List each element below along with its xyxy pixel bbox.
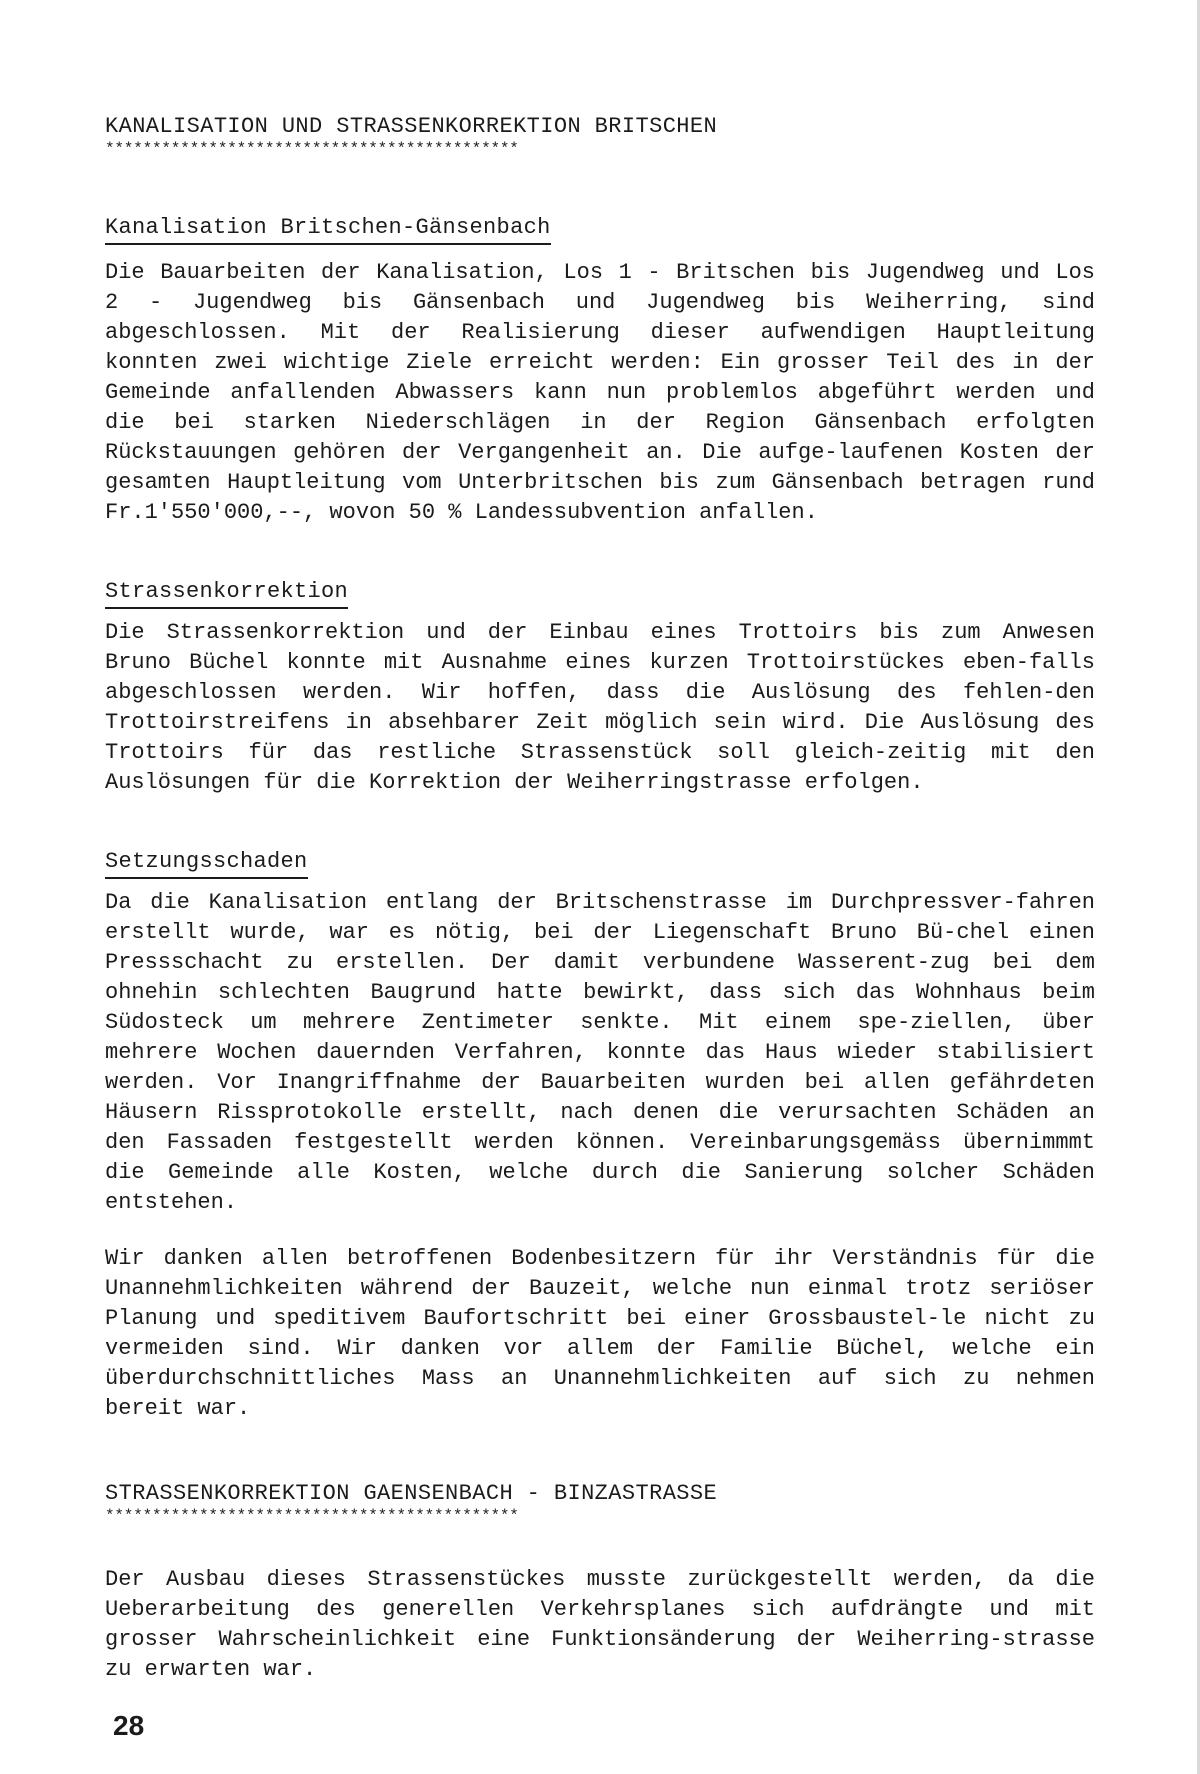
subsection-setzungsschaden	[105, 848, 1095, 879]
paragraph-dank	[105, 1244, 1095, 1424]
paragraph-kanalisation	[105, 258, 1095, 528]
paragraph-strassenkorrektion	[105, 618, 1095, 798]
page-number: 28	[113, 1710, 145, 1741]
section-heading-britschen	[105, 113, 1095, 157]
subsection-title: Kanalisation Britschen-Gänsenbach	[105, 214, 551, 245]
paragraph-text: Da die Kanalisation entlang der Britschenstrasse im Durchpressver-fahren erstellt wurde, war es nötig, bei der Liegenschaft Bruno Bü-chel einen Pressschacht zu erstellen. Der damit verbundene Wasserent-zug bei dem ohnehin schlechten Baugrund hatte bewirkt, dass sich das Wohnhaus beim Südosteck um mehrere Zentimeter senkte. Mit einem spe-ziellen, über mehrere Wochen dauernden Verfahren, konnte das Haus wieder stabilisiert werden. Vor Inangriffnahme der Bauarbeiten wurden bei allen gefährdeten Häusern Rissprotokolle erstellt, nach denen die verursachten Schäden an den Fassaden festgestellt werden können. Vereinbarungsgemäss übernimmmt die Gemeinde alle Kosten, welche durch die Sanierung solcher Schäden entstehen.	[105, 890, 1095, 1215]
subsection-strassenkorrektion	[105, 578, 1095, 609]
section-title: KANALISATION UND STRASSENKORREKTION BRITSCHEN	[105, 114, 718, 139]
paragraph-text: Die Bauarbeiten der Kanalisation, Los 1 - Britschen bis Jugendweg und Los 2 - Jugendweg bis Gänsenbach und Jugendweg bis Weiherring, sind abgeschlossen. Mit der Realisierung dieser aufwendigen Hauptleitung konnten zwei wichtige Ziele erreicht werden: Ein grosser Teil des in der Gemeinde anfallenden Abwassers kann nun problemlos abgeführt werden und die bei starken Niederschlägen in der Region Gänsenbach erfolgten Rückstauungen gehören der Vergangenheit an. Die aufge-laufenen Kosten der gesamten Hauptleitung vom Unterbritschen bis zum Gänsenbach betragen rund Fr.1'550'000,--, wovon 50 % Landessubvention anfallen.	[105, 260, 1095, 525]
subsection-title: Strassenkorrektion	[105, 578, 348, 609]
paragraph-text: Die Strassenkorrektion und der Einbau eines Trottoirs bis zum Anwesen Bruno Büchel konnte mit Ausnahme eines kurzen Trottoirstückes eben-falls abgeschlossen werden. Wir hoffen, dass die Auslösung des fehlen-den Trottoirstreifens in absehbarer Zeit möglich sein wird. Die Auslösung des Trottoirs für das restliche Strassenstück soll gleich-zeitig mit den Auslösungen für die Korrektion der Weiherringstrasse erfolgen.	[105, 620, 1095, 795]
asterisk-rule: ********************************************	[105, 141, 519, 157]
paragraph-setzungsschaden	[105, 888, 1095, 1218]
section-heading-gaensenbach	[105, 1480, 1095, 1524]
subsection-title: Setzungsschaden	[105, 848, 308, 879]
paragraph-gaensenbach	[105, 1565, 1095, 1685]
subsection-kanalisation	[105, 214, 1095, 245]
asterisk-rule: ********************************************	[105, 1508, 519, 1524]
paragraph-text: Wir danken allen betroffenen Bodenbesitzern für ihr Verständnis für die Unannehmlichkeiten während der Bauzeit, welche nun einmal trotz seriöser Planung und speditivem Baufortschritt bei einer Grossbaustel-le nicht zu vermeiden sind. Wir danken vor allem der Familie Büchel, welche ein überdurchschnittliches Mass an Unannehmlichkeiten auf sich zu nehmen bereit war.	[105, 1246, 1095, 1421]
section-title: STRASSENKORREKTION GAENSENBACH - BINZASTRASSE	[105, 1481, 718, 1506]
paragraph-text: Der Ausbau dieses Strassenstückes musste zurückgestellt werden, da die Ueberarbeitung des generellen Verkehrsplanes sich aufdrängte und mit grosser Wahrscheinlichkeit eine Funktionsänderung der Weiherring-strasse zu erwarten war.	[105, 1567, 1095, 1682]
